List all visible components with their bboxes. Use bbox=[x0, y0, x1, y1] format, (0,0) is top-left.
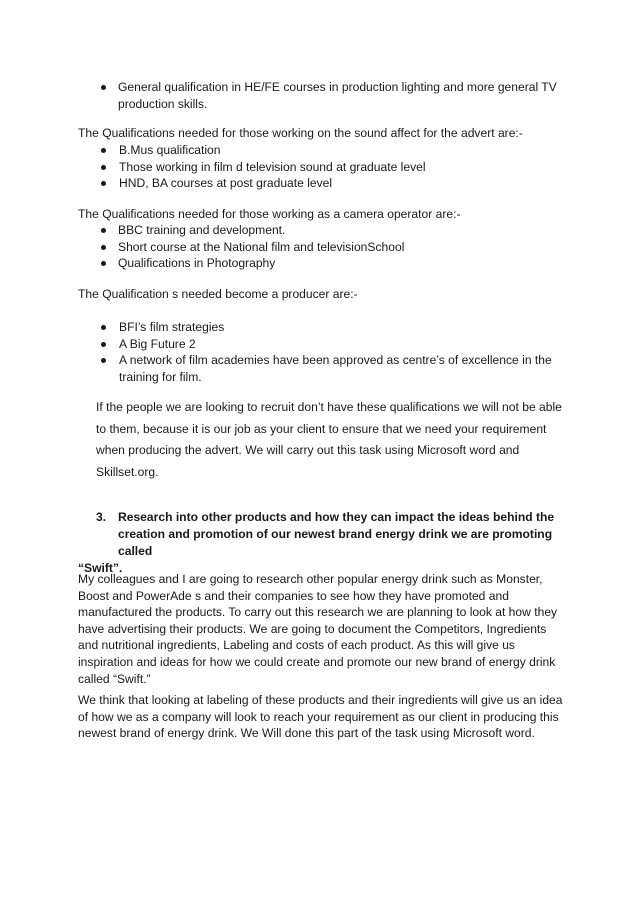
camera-heading: The Qualifications needed for those working as a camera operator are:- bbox=[78, 207, 461, 221]
section-heading-line-2: creation and promotion of our newest brand energy drink we are promoting called bbox=[118, 527, 553, 558]
section-number: 3. bbox=[96, 510, 107, 524]
section-heading-line-1: Research into other products and how they can impact the ideas behind the bbox=[118, 510, 555, 524]
sound-heading: The Qualifications needed for those working on the sound affect for the advert are:- bbox=[78, 126, 523, 140]
section-3-heading bbox=[78, 509, 568, 577]
body-paragraph-1: My colleagues and I are going to research other popular energy drink such as Monster, Boost and PowerAde s and their companies to see how they have promoted and manufactured the products. To carry out this research we are planning to look at how they have advertising their products. We are going to document the Competitors, Ingredients and nutritional ingredients, Labeling and costs of each product. As this will give us inspiration and ideas for how we could create and promote our new brand of energy drink called “Swift.” bbox=[78, 572, 558, 686]
list-item: Those working in film d television sound at graduate level bbox=[119, 159, 568, 176]
producer-list bbox=[119, 319, 568, 385]
sound-list bbox=[119, 142, 568, 192]
recruit-paragraph: If the people we are looking to recruit don’t have these qualifications we will not be able to them, because it is our job as your client to ensure that we need your requirement when producing the advert. We will carry out this task using Microsoft word and Skillset.org. bbox=[96, 400, 562, 479]
body-paragraph-2: We think that looking at labeling of these products and their ingredients will give us an idea of how we as a company will look to reach your requirement as our client in producing this newest brand of energy drink. We Will done this part of the task using Microsoft word. bbox=[78, 693, 563, 741]
list-item: A Big Future 2 bbox=[119, 336, 568, 353]
camera-list bbox=[118, 222, 568, 272]
list-item: General qualification in HE/FE courses in production lighting and more general TV production skills. bbox=[118, 79, 568, 112]
list-item: HND, BA courses at post graduate level bbox=[119, 175, 568, 192]
intro-list bbox=[118, 79, 568, 112]
list-item: Short course at the National film and televisionSchool bbox=[118, 239, 568, 256]
list-item: BBC training and development. bbox=[118, 222, 568, 239]
list-item: B.Mus qualification bbox=[119, 142, 568, 159]
section-heading-line-3: “Swift”. bbox=[78, 561, 123, 575]
list-item: BFI’s film strategies bbox=[119, 319, 568, 336]
list-item: Qualifications in Photography bbox=[118, 255, 568, 272]
producer-heading: The Qualification s needed become a producer are:- bbox=[78, 287, 358, 301]
list-item: A network of film academies have been approved as centre’s of excellence in the training for film. bbox=[119, 352, 568, 385]
